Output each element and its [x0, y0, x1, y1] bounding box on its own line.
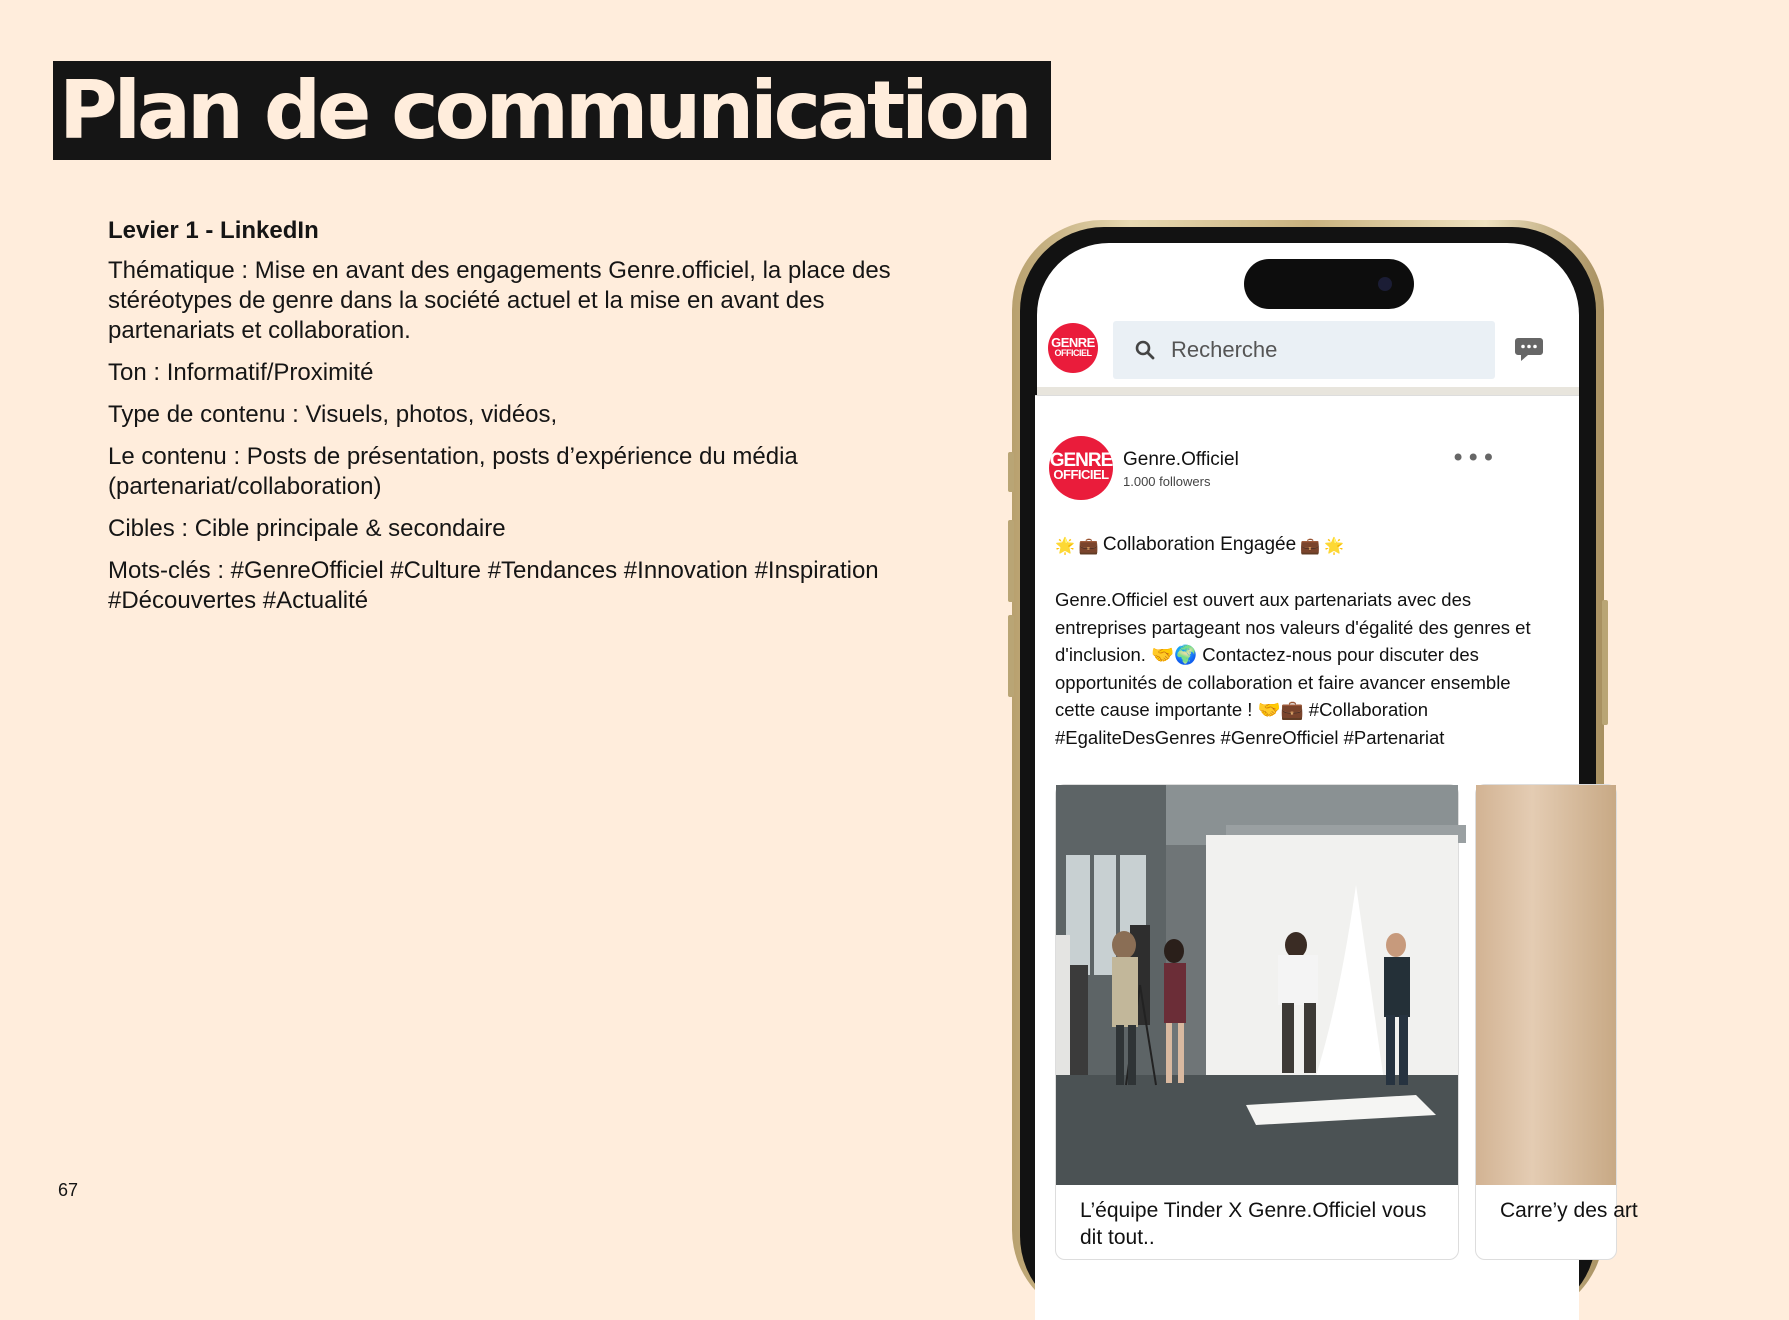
logo-text-line2: OFFICIEL — [1053, 467, 1109, 482]
logo-text-line2: OFFICIEL — [1054, 348, 1092, 358]
post-author-avatar[interactable] — [1049, 436, 1113, 500]
phone-screen — [1037, 243, 1638, 1320]
post-title-text: Collaboration Engagée — [1102, 534, 1297, 555]
search-placeholder: Recherche — [1171, 337, 1278, 362]
lever-heading: Levier 1 - LinkedIn — [108, 217, 319, 244]
title-banner — [53, 61, 1051, 160]
sparkle-icon: 🌟 — [1055, 535, 1075, 555]
logo-text-line1: GENRE — [1051, 335, 1095, 350]
camera-icon — [1378, 277, 1392, 291]
carousel-card[interactable] — [1475, 784, 1638, 1260]
logo-text-line1: GENRE — [1049, 450, 1113, 471]
phone-side-button — [1008, 452, 1014, 492]
post-title — [1055, 534, 1344, 556]
more-icon[interactable]: ••• — [1451, 444, 1497, 472]
phone-volume-down-button — [1008, 615, 1014, 697]
search-input[interactable] — [1113, 321, 1495, 379]
profile-avatar[interactable] — [1048, 323, 1098, 373]
carousel-card-caption: L’équipe Tinder X Genre.Officiel vous dit tout.. — [1080, 1199, 1427, 1249]
post-author-name[interactable]: Genre.Officiel — [1123, 449, 1239, 470]
page-title: Plan de communication — [59, 63, 1029, 157]
phone-volume-up-button — [1008, 520, 1014, 602]
carousel-card[interactable] — [1055, 784, 1459, 1260]
search-icon — [1133, 338, 1157, 362]
studio-photo — [1056, 785, 1458, 1185]
ton-text: Ton : Informatif/Proximité — [108, 359, 374, 386]
phone-mockup — [1012, 220, 1638, 1320]
lever-description — [108, 216, 908, 628]
phone-bezel — [1020, 227, 1638, 1320]
post-body: Genre.Officiel est ouvert aux partenariats avec des entreprises partageant nos valeurs d'égalité des genres et d'inclusion. 🤝🌍 Contactez-nous pour discuter des opportunités de collaboration et faire avancer ensemble cette cause importante ! 🤝💼 #Collaboration #EgaliteDesGenres #GenreOfficiel #Partenariat — [1055, 589, 1531, 748]
chat-icon[interactable] — [1514, 335, 1544, 363]
phone-power-button — [1602, 600, 1608, 725]
feed-divider — [1037, 387, 1579, 395]
sparkle-icon: 🌟 — [1324, 535, 1344, 555]
contenu-text: Le contenu : Posts de présentation, posts d’expérience du média (partenariat/collaboration) — [108, 443, 798, 500]
post-card — [1035, 395, 1638, 1320]
thematique-text: Thématique : Mise en avant des engagements Genre.officiel, la place des stéréotypes de genre dans la société actuel et la mise en avant des partenariats et collaboration. — [108, 257, 891, 344]
post-author-followers: 1.000 followers — [1123, 474, 1211, 489]
type-contenu-text: Type de contenu : Visuels, photos, vidéos, — [108, 401, 558, 428]
cibles-text: Cibles : Cible principale & secondaire — [108, 515, 506, 542]
mots-cles-text: Mots-clés : #GenreOfficiel #Culture #Tendances #Innovation #Inspiration #Découvertes #Actualité — [108, 557, 879, 614]
briefcase-icon: 💼 — [1078, 535, 1099, 555]
briefcase-icon: 💼 — [1300, 535, 1321, 555]
carousel-photo — [1476, 785, 1616, 1185]
carousel-card-caption: Carre’y des art — [1500, 1199, 1638, 1222]
dynamic-island — [1244, 259, 1414, 309]
page-number: 67 — [58, 1180, 79, 1200]
